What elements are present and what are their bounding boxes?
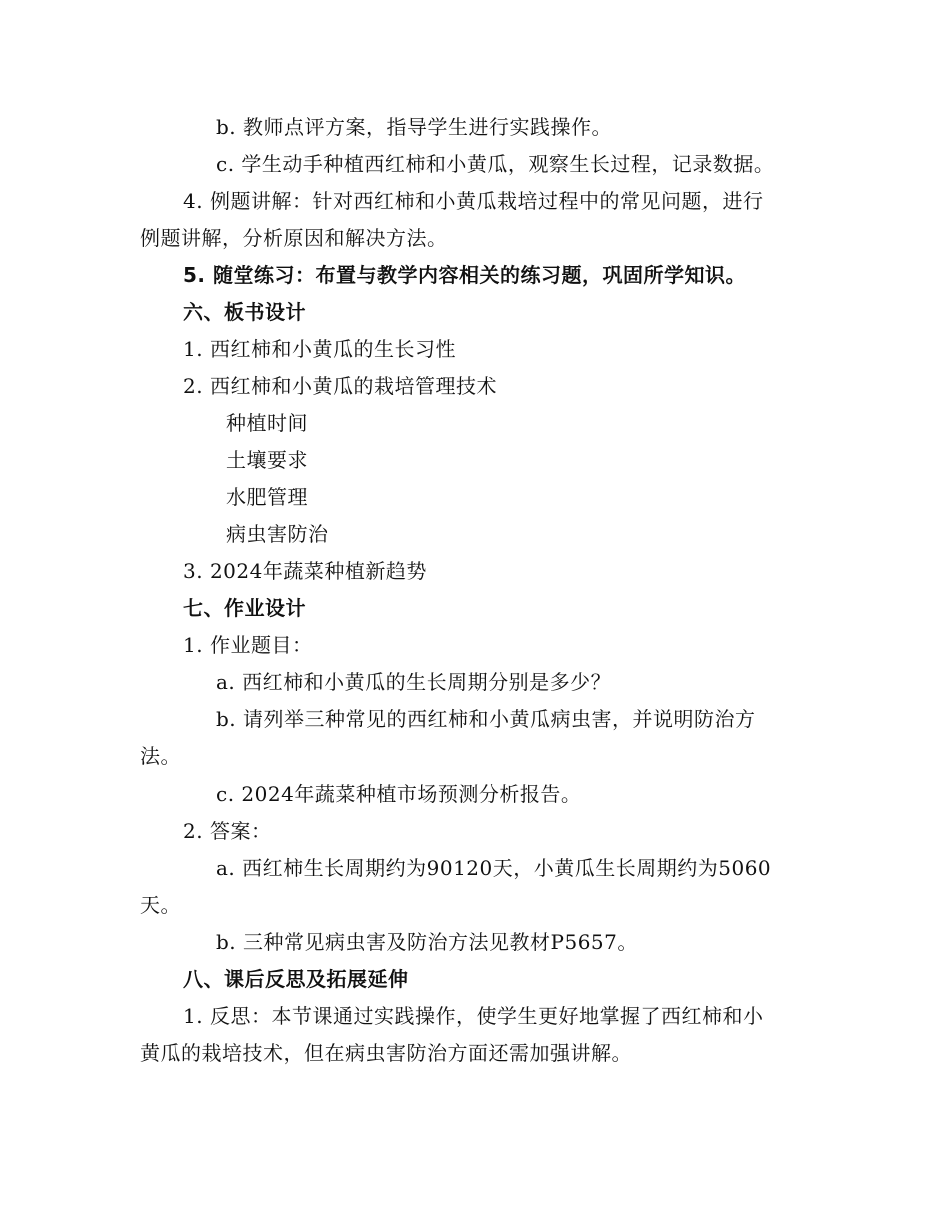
sub-list-item: 种植时间 [226,411,308,435]
sub-list-item: b. 三种常见病虫害及防治方法见教材P5657。 [216,930,638,954]
list-item: 2. 西红柿和小黄瓜的栽培管理技术 [183,374,497,398]
sub-list-item: a. 西红柿和小黄瓜的生长周期分别是多少？ [216,670,612,694]
paragraph-line: 例题讲解，分析原因和解决方法。 [140,226,448,250]
list-item: 3. 2024年蔬菜种植新趋势 [183,559,427,583]
list-item: 1. 作业题目： [183,633,313,657]
paragraph-line: 黄瓜的栽培技术，但在病虫害防治方面还需加强讲解。 [140,1041,632,1065]
sub-list-item: 病虫害防治 [226,522,329,546]
list-item: 2. 答案： [183,819,272,843]
sub-list-item: c. 2024年蔬菜种植市场预测分析报告。 [216,782,582,806]
section-heading: 七、作业设计 [183,596,306,620]
paragraph-line-bold: 5. 随堂练习：布置与教学内容相关的练习题，巩固所学知识。 [183,263,746,287]
sub-list-item: b. 请列举三种常见的西红柿和小黄瓜病虫害，并说明防治方 [216,707,756,731]
paragraph-line: c. 学生动手种植西红柿和小黄瓜，观察生长过程，记录数据。 [216,152,775,176]
sub-list-item: a. 西红柿生长周期约为90120天，小黄瓜生长周期约为5060 [216,856,772,880]
paragraph-line: b. 教师点评方案，指导学生进行实践操作。 [216,115,613,139]
paragraph-line: 天。 [140,893,181,917]
paragraph-line: 法。 [140,744,181,768]
section-heading: 六、板书设计 [183,300,306,324]
sub-list-item: 水肥管理 [226,485,308,509]
paragraph-line: 4. 例题讲解：针对西红柿和小黄瓜栽培过程中的常见问题，进行 [183,189,764,213]
list-item: 1. 西红柿和小黄瓜的生长习性 [183,337,456,361]
sub-list-item: 土壤要求 [226,448,308,472]
list-item: 1. 反思：本节课通过实践操作，使学生更好地掌握了西红柿和小 [183,1004,764,1028]
section-heading: 八、课后反思及拓展延伸 [183,967,409,991]
